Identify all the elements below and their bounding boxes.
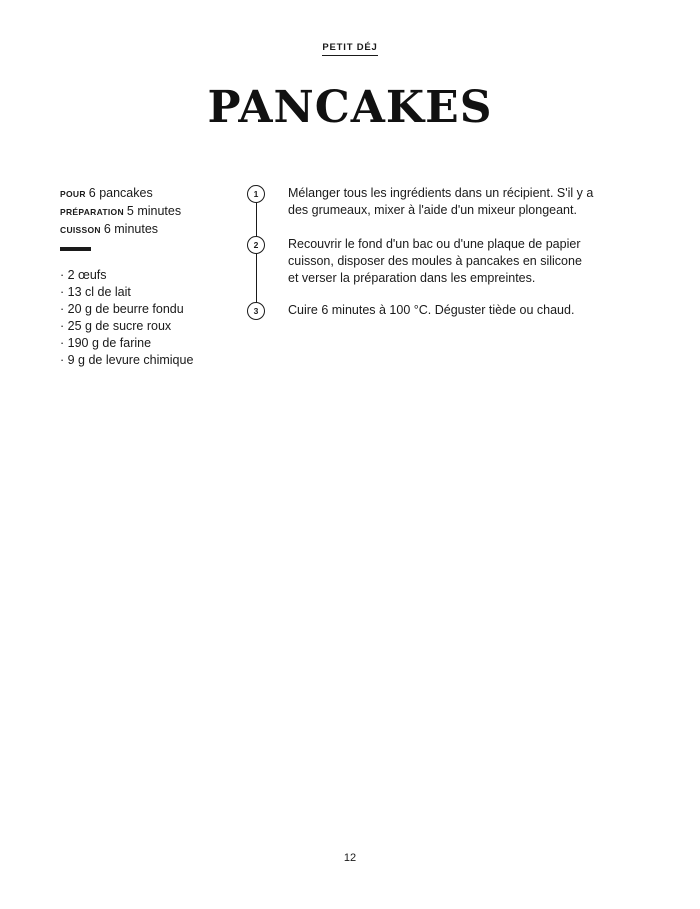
recipe-meta: [60, 185, 181, 239]
step-text-line: cuisson, disposer des moules à pancakes en silicone: [288, 254, 582, 268]
ingredient-item: · 2 œufs: [60, 268, 107, 282]
ingredient-list: [60, 267, 193, 369]
prep-time-label: PRÉPARATION: [60, 207, 124, 217]
cook-time-label: CUISSON: [60, 225, 101, 235]
step-text-line: Cuire 6 minutes à 100 °C. Déguster tiède ou chaud.: [288, 303, 575, 317]
step-text: [288, 302, 633, 319]
recipe-title: PANCAKES: [207, 82, 493, 133]
cook-time-row: [60, 221, 181, 239]
step-text-line: Mélanger tous les ingrédients dans un récipient. S'il y a: [288, 186, 594, 200]
ingredient-item: · 9 g de levure chimique: [60, 353, 194, 367]
step-text-line: Recouvrir le fond d'un bac ou d'une plaque de papier: [288, 237, 581, 251]
ingredient-item: · 190 g de farine: [60, 336, 152, 350]
section-label: [0, 42, 700, 56]
page-number: 12: [343, 852, 357, 864]
servings-row: [60, 185, 181, 203]
ingredient-item: · 13 cl de lait: [60, 285, 131, 299]
step-text: [288, 185, 633, 219]
cook-time-value: 6 minutes: [103, 222, 159, 236]
servings-value: 6 pancakes: [88, 186, 153, 200]
divider-rule: [60, 247, 91, 251]
step-number-badge: 1: [247, 185, 265, 203]
servings-label: POUR: [60, 189, 86, 199]
step-text-line: et verser la préparation dans les empreintes.: [288, 271, 536, 285]
step-number-badge: 2: [247, 236, 265, 254]
ingredient-item: · 20 g de beurre fondu: [60, 302, 184, 316]
section-label-text: PETIT DÉJ: [322, 42, 377, 56]
ingredient-item: · 25 g de sucre roux: [60, 319, 172, 333]
step-text: [288, 236, 633, 287]
prep-time-value: 5 minutes: [126, 204, 182, 218]
step-number-badge: 3: [247, 302, 265, 320]
step-text-line: des grumeaux, mixer à l'aide d'un mixeur plongeant.: [288, 203, 577, 217]
prep-time-row: [60, 203, 181, 221]
